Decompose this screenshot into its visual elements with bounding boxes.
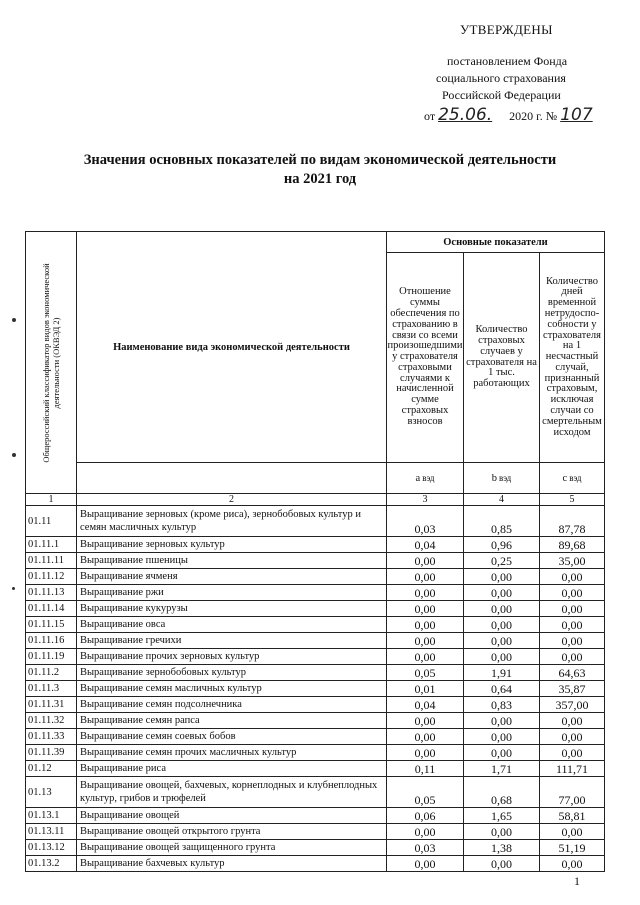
value-c: 35,87 xyxy=(540,681,605,697)
value-b: 0,00 xyxy=(464,649,540,665)
symbol-a xyxy=(387,463,464,494)
activity-name: Выращивание пшеницы xyxy=(77,553,387,569)
value-c: 0,00 xyxy=(540,585,605,601)
table-row xyxy=(26,777,605,808)
approval-heading: УТВЕРЖДЕНЫ xyxy=(460,22,553,37)
value-b: 0,00 xyxy=(464,601,540,617)
activity-name: Выращивание овощей защищенного грунта xyxy=(77,840,387,856)
value-c: 0,00 xyxy=(540,633,605,649)
okved-code: 01.11.13 xyxy=(26,585,77,601)
approval-line-3: Российской Федерации xyxy=(442,88,561,102)
code-column-header xyxy=(26,232,77,494)
okved-code: 01.11.16 xyxy=(26,633,77,649)
okved-code: 01.11.33 xyxy=(26,729,77,745)
value-c: 0,00 xyxy=(540,856,605,872)
value-a: 0,00 xyxy=(387,553,464,569)
activity-name: Выращивание кукурузы xyxy=(77,601,387,617)
table-row xyxy=(26,601,605,617)
document-title xyxy=(30,151,610,189)
activity-name: Выращивание семян прочих масличных культур xyxy=(77,745,387,761)
value-c: 0,00 xyxy=(540,824,605,840)
activity-name: Выращивание гречихи xyxy=(77,633,387,649)
col-c-header: Количество дней временной нетрудоспо-собности у страхователя на 1 несчастный случай, признанный страховым, исключая случаи со смертельным исходом xyxy=(540,253,605,463)
activity-name: Выращивание овощей открытого грунта xyxy=(77,824,387,840)
symbol-b xyxy=(464,463,540,494)
value-b: 0,25 xyxy=(464,553,540,569)
approval-line-1: постановлением Фонда xyxy=(447,54,568,68)
activity-name: Выращивание овощей, бахчевых, корнеплодных и клубнеплодных культур, грибов и трюфелей xyxy=(77,777,387,808)
value-c: 0,00 xyxy=(540,745,605,761)
okved-code: 01.11 xyxy=(26,506,77,537)
okved-code: 01.13.2 xyxy=(26,856,77,872)
column-number: 4 xyxy=(464,494,540,506)
value-a: 0,00 xyxy=(387,856,464,872)
okved-code: 01.11.3 xyxy=(26,681,77,697)
symbol-a-letter: a xyxy=(415,472,421,484)
activity-name: Выращивание овса xyxy=(77,617,387,633)
value-a: 0,05 xyxy=(387,777,464,808)
value-c: 51,19 xyxy=(540,840,605,856)
column-number: 1 xyxy=(26,494,77,506)
activity-name: Выращивание овощей xyxy=(77,808,387,824)
table-row xyxy=(26,713,605,729)
value-b: 1,38 xyxy=(464,840,540,856)
activity-name: Выращивание семян соевых бобов xyxy=(77,729,387,745)
value-b: 0,00 xyxy=(464,856,540,872)
value-a: 0,00 xyxy=(387,745,464,761)
activity-name: Выращивание семян масличных культур xyxy=(77,681,387,697)
activity-name: Выращивание бахчевых культур xyxy=(77,856,387,872)
value-a: 0,04 xyxy=(387,697,464,713)
symbol-c xyxy=(540,463,605,494)
value-c: 64,63 xyxy=(540,665,605,681)
indicators-table xyxy=(25,231,605,872)
okved-code: 01.11.39 xyxy=(26,745,77,761)
column-number: 2 xyxy=(77,494,387,506)
value-a: 0,00 xyxy=(387,617,464,633)
handwritten-date: 25.06. xyxy=(438,105,493,125)
value-a: 0,00 xyxy=(387,585,464,601)
table-row xyxy=(26,824,605,840)
okved-code: 01.13.11 xyxy=(26,824,77,840)
table-row xyxy=(26,665,605,681)
value-a: 0,00 xyxy=(387,633,464,649)
table-row xyxy=(26,569,605,585)
table-row xyxy=(26,840,605,856)
value-b: 0,68 xyxy=(464,777,540,808)
table-body xyxy=(26,506,605,872)
symbol-c-letter: c xyxy=(562,472,568,484)
activity-name: Выращивание семян рапса xyxy=(77,713,387,729)
col-b-header: Количество страховых случаев у страхователя на 1 тыс. работающих xyxy=(464,253,540,463)
table-row xyxy=(26,808,605,824)
table-row xyxy=(26,745,605,761)
margin-mark xyxy=(12,318,16,322)
value-a: 0,00 xyxy=(387,649,464,665)
activity-name: Выращивание зернобобовых культур xyxy=(77,665,387,681)
value-c: 0,00 xyxy=(540,569,605,585)
year-text: 2020 г. № xyxy=(509,109,558,123)
symbol-name-cell xyxy=(77,463,387,494)
activity-name: Выращивание риса xyxy=(77,761,387,777)
table-row xyxy=(26,617,605,633)
value-b: 0,83 xyxy=(464,697,540,713)
activity-name: Выращивание зерновых (кроме риса), зернобобовых культур и семян масличных культур xyxy=(77,506,387,537)
value-c: 0,00 xyxy=(540,729,605,745)
value-b: 1,65 xyxy=(464,808,540,824)
value-c: 0,00 xyxy=(540,713,605,729)
name-column-header: Наименование вида экономической деятельности xyxy=(77,232,387,463)
value-c: 0,00 xyxy=(540,617,605,633)
handwritten-number: 107 xyxy=(560,105,593,125)
symbol-a-sub: вэд xyxy=(422,472,435,483)
okved-code: 01.13 xyxy=(26,777,77,808)
activity-name: Выращивание зерновых культур xyxy=(77,537,387,553)
value-c: 77,00 xyxy=(540,777,605,808)
approval-date-line xyxy=(424,107,593,124)
value-b: 0,00 xyxy=(464,713,540,729)
okved-code: 01.11.2 xyxy=(26,665,77,681)
value-a: 0,06 xyxy=(387,808,464,824)
table-row xyxy=(26,649,605,665)
value-a: 0,11 xyxy=(387,761,464,777)
okved-code: 01.11.19 xyxy=(26,649,77,665)
value-c: 89,68 xyxy=(540,537,605,553)
value-a: 0,00 xyxy=(387,601,464,617)
column-number: 3 xyxy=(387,494,464,506)
value-a: 0,00 xyxy=(387,729,464,745)
column-number: 5 xyxy=(540,494,605,506)
value-b: 0,64 xyxy=(464,681,540,697)
symbol-b-sub: вэд xyxy=(499,472,512,483)
value-c: 357,00 xyxy=(540,697,605,713)
okved-code: 01.11.32 xyxy=(26,713,77,729)
table-row xyxy=(26,729,605,745)
table-row xyxy=(26,633,605,649)
value-a: 0,03 xyxy=(387,506,464,537)
table-row xyxy=(26,761,605,777)
symbol-c-sub: вэд xyxy=(569,472,582,483)
symbol-b-letter: b xyxy=(491,472,497,484)
activity-name: Выращивание ржи xyxy=(77,585,387,601)
value-b: 0,00 xyxy=(464,569,540,585)
value-b: 0,85 xyxy=(464,506,540,537)
table-row xyxy=(26,506,605,537)
code-column-header-text: Общероссийский классификатор видов экономической деятельности (ОКВЭД 2) xyxy=(41,262,61,463)
okved-code: 01.11.11 xyxy=(26,553,77,569)
margin-mark xyxy=(12,587,15,590)
activity-name: Выращивание ячменя xyxy=(77,569,387,585)
okved-code: 01.11.12 xyxy=(26,569,77,585)
col-a-header: Отношение суммы обеспечения по страхованию в связи со всеми произошедшими у страхователя страховыми случаями к начисленной сумме страховых взносов xyxy=(387,253,464,463)
okved-code: 01.11.15 xyxy=(26,617,77,633)
value-b: 0,00 xyxy=(464,824,540,840)
main-indicators-header: Основные показатели xyxy=(387,232,605,253)
value-c: 87,78 xyxy=(540,506,605,537)
table-row xyxy=(26,681,605,697)
value-c: 0,00 xyxy=(540,601,605,617)
column-numbers-row xyxy=(26,494,605,506)
approval-line-2: социального страхования xyxy=(436,71,566,85)
value-a: 0,00 xyxy=(387,569,464,585)
okved-code: 01.13.1 xyxy=(26,808,77,824)
value-a: 0,05 xyxy=(387,665,464,681)
value-b: 0,00 xyxy=(464,617,540,633)
value-a: 0,00 xyxy=(387,713,464,729)
okved-code: 01.12 xyxy=(26,761,77,777)
table-row xyxy=(26,553,605,569)
value-b: 0,00 xyxy=(464,585,540,601)
table-row xyxy=(26,537,605,553)
value-b: 1,71 xyxy=(464,761,540,777)
value-c: 35,00 xyxy=(540,553,605,569)
value-c: 58,81 xyxy=(540,808,605,824)
value-b: 0,00 xyxy=(464,745,540,761)
table-row xyxy=(26,856,605,872)
title-line-2: на 2021 год xyxy=(283,171,357,187)
value-b: 0,00 xyxy=(464,633,540,649)
table-row xyxy=(26,585,605,601)
value-a: 0,03 xyxy=(387,840,464,856)
value-a: 0,00 xyxy=(387,824,464,840)
value-c: 0,00 xyxy=(540,649,605,665)
value-b: 0,96 xyxy=(464,537,540,553)
title-line-1: Значения основных показателей по видам экономической деятельности xyxy=(83,152,557,168)
value-b: 1,91 xyxy=(464,665,540,681)
okved-code: 01.13.12 xyxy=(26,840,77,856)
activity-name: Выращивание семян подсолнечника xyxy=(77,697,387,713)
margin-mark xyxy=(12,453,16,457)
okved-code: 01.11.1 xyxy=(26,537,77,553)
okved-code: 01.11.31 xyxy=(26,697,77,713)
activity-name: Выращивание прочих зерновых культур xyxy=(77,649,387,665)
value-a: 0,01 xyxy=(387,681,464,697)
value-a: 0,04 xyxy=(387,537,464,553)
table-row xyxy=(26,697,605,713)
page-number: 1 xyxy=(574,874,580,888)
date-prefix: от xyxy=(424,109,436,123)
okved-code: 01.11.14 xyxy=(26,601,77,617)
value-b: 0,00 xyxy=(464,729,540,745)
value-c: 111,71 xyxy=(540,761,605,777)
